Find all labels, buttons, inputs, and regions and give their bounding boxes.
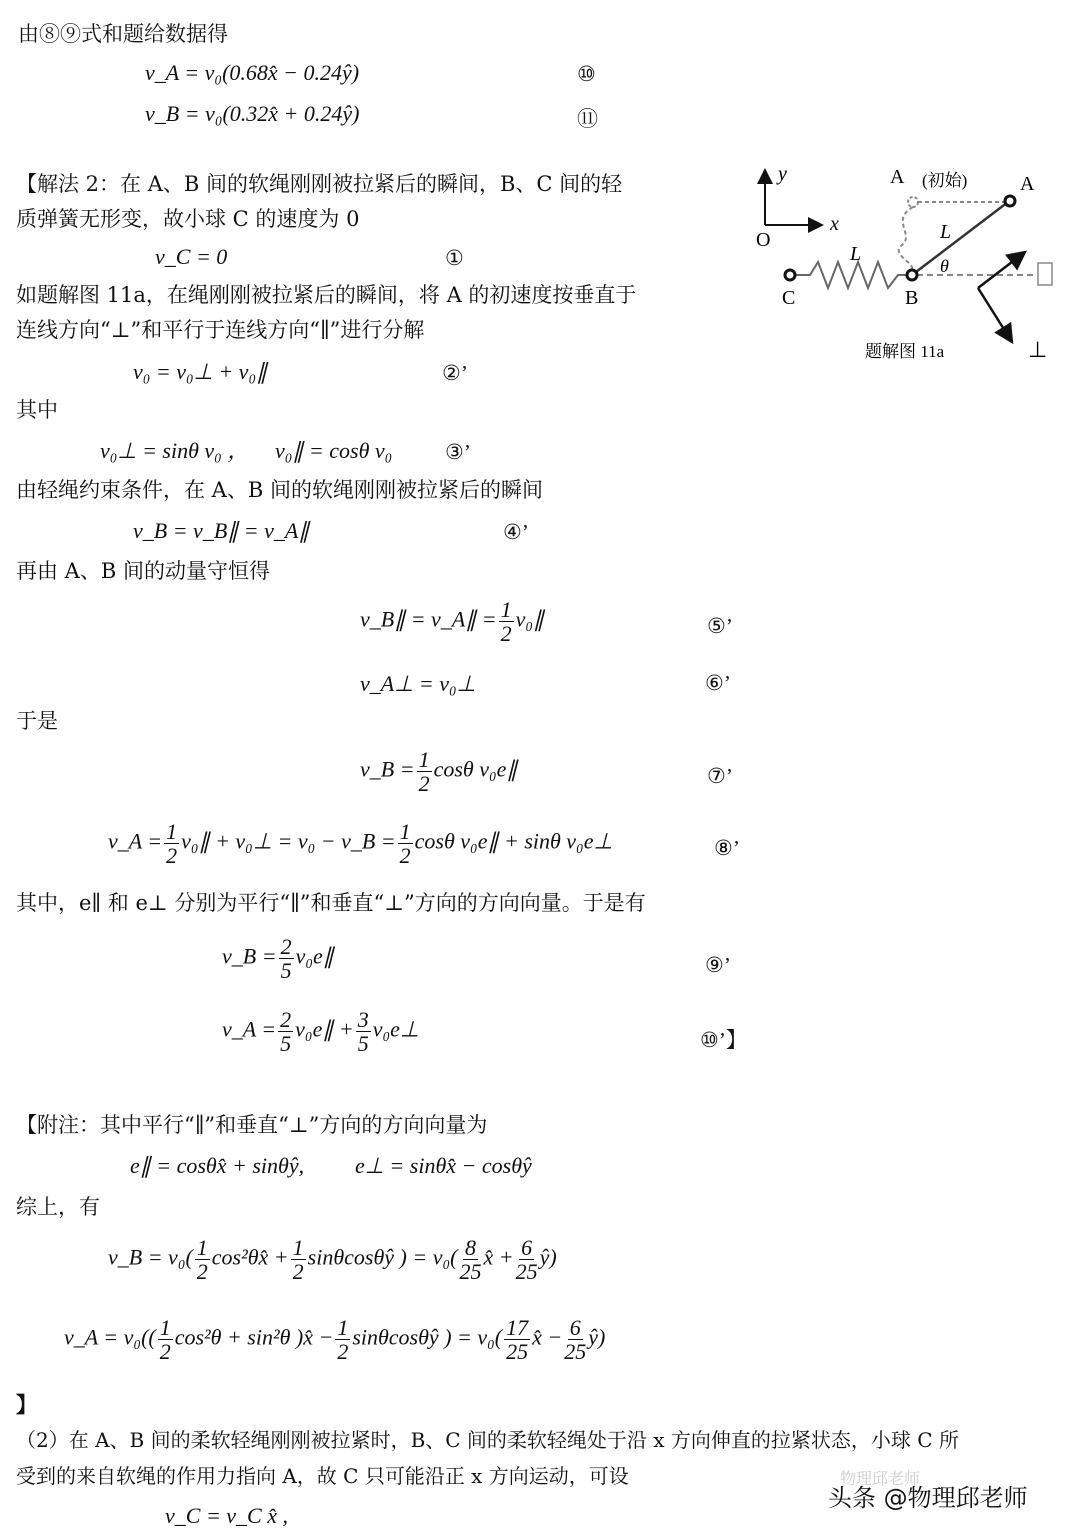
- equation: v_A = v₀(0.68x̂ − 0.24ŷ): [145, 60, 360, 85]
- figure-11a: [740, 150, 1080, 370]
- l-label: L: [940, 221, 952, 243]
- equation: v_A⊥ = v₀⊥: [360, 671, 476, 696]
- equation-number: ②’: [442, 361, 468, 385]
- equation: v_B = v₀( $\frac{1}{2}$ cos²θx̂ + $\frac{1}{2}$ sinθcosθŷ ) = v₀( $\frac{8}{25}$ x̂ + $\frac{6}{25}$ ŷ): [108, 1235, 557, 1285]
- equation-number: ⑨’: [705, 953, 731, 977]
- ball-b: [907, 270, 917, 280]
- c-label: C: [782, 287, 796, 309]
- paragraph: 由轻绳约束条件，在 A、B 间的软绳刚刚被拉紧后的瞬间: [16, 478, 543, 502]
- paragraph: 其中，e∥ 和 e⊥ 分别为平行“∥”和垂直“⊥”方向的方向向量。于是有: [16, 891, 646, 915]
- equation: v_A = $\frac{2}{5}$ v₀e∥ + $\frac{3}{5}$ v₀e⊥: [222, 1007, 420, 1057]
- slack-rope: [899, 207, 913, 270]
- equation: e∥ = cosθx̂ + sinθŷ,: [130, 1153, 305, 1178]
- a-label: A: [1020, 173, 1035, 195]
- equation: v_A = $\frac{1}{2}$ v₀∥ + v₀⊥ = v₀ − v_B = $\frac{1}{2}$ cosθ v₀e∥ + sinθ v₀e⊥: [108, 819, 613, 869]
- paragraph: 受到的来自软绳的作用力指向 A，故 C 只可能沿正 x 方向运动，可设: [16, 1464, 629, 1488]
- a-initial-label: A: [890, 166, 905, 188]
- paragraph: 于是: [16, 709, 58, 733]
- spring-l-label: L: [850, 243, 862, 265]
- b-label: B: [905, 287, 919, 309]
- ball-a-initial: [908, 197, 918, 207]
- figure-caption: 题解图 11a: [865, 342, 945, 361]
- equation: v_B = v_B∥ = v_A∥: [133, 518, 310, 543]
- equation: v₀ = v₀⊥ + v₀∥: [133, 359, 268, 384]
- fraction: $\frac{1}{2}$: [500, 597, 512, 647]
- axes: [765, 170, 822, 225]
- equation: v_B = $\frac{1}{2}$ cosθ v₀e∥: [360, 747, 518, 797]
- equation-number: ⑩’】: [700, 1028, 747, 1052]
- equation: v_C = v_C x̂ ,: [165, 1503, 288, 1528]
- equation-number: ③’: [445, 440, 471, 464]
- equation-number: ⑩: [577, 62, 596, 86]
- equation-number: ⑪: [577, 107, 598, 131]
- parallel-arrow: [978, 252, 1025, 288]
- perp-label: ⊥: [1028, 337, 1048, 362]
- equation: e⊥ = sinθx̂ − cosθŷ: [355, 1153, 532, 1178]
- paragraph: 再由 A、B 间的动量守恒得: [16, 559, 270, 583]
- spring: [795, 262, 907, 288]
- equation-number: ④’: [503, 520, 529, 544]
- parallel-symbol: [1038, 263, 1052, 285]
- fraction: $\frac{1}{2}$: [418, 747, 430, 797]
- y-label: y: [778, 163, 787, 185]
- paragraph: 综上，有: [16, 1195, 100, 1219]
- ball-a: [1005, 196, 1015, 206]
- equation: v_B = v₀(0.32x̂ + 0.24ŷ): [145, 101, 360, 126]
- watermark-faint: 物理邱老师: [840, 1469, 921, 1488]
- equation-number: ⑥’: [705, 671, 731, 695]
- initial-label: (初始): [922, 171, 968, 190]
- equation-number: ①: [445, 246, 464, 270]
- theta-label: θ: [940, 256, 949, 276]
- x-label: x: [830, 213, 839, 235]
- rope-ab: [912, 202, 1008, 275]
- equation: v₀∥ = cosθ v₀: [275, 438, 393, 463]
- watermark: 头条 @物理邱老师: [828, 1484, 1028, 1512]
- paragraph: （2）在 A、B 间的柔软轻绳刚刚被拉紧时，B、C 间的柔软轻绳处于沿 x 方向伸直的拉紧状态，小球 C 所: [16, 1428, 959, 1452]
- paragraph: 如题解图 11a，在绳刚刚被拉紧后的瞬间，将 A 的初速度按垂直于: [16, 283, 637, 307]
- equation: v_A = v₀(( $\frac{1}{2}$ cos²θ + sin²θ )x̂ − $\frac{1}{2}$ sinθcosθŷ ) = v₀( $\frac{17}{25}$ x̂ − $\frac{6}{25}$ ŷ): [64, 1315, 606, 1365]
- paragraph: 【附注：其中平行“∥”和垂直“⊥”方向的方向向量为: [16, 1113, 488, 1137]
- equation-number: ⑧’: [714, 836, 740, 860]
- paragraph: 【解法 2：在 A、B 间的软绳刚刚被拉紧后的瞬间，B、C 间的轻: [16, 172, 623, 196]
- paragraph: 其中: [16, 398, 58, 422]
- equation: v_B∥ = v_A∥ = $\frac{1}{2}$ v₀∥: [360, 597, 545, 647]
- origin-label: O: [756, 229, 771, 251]
- ball-c: [785, 270, 795, 280]
- perpendicular-arrow: [978, 288, 1012, 342]
- equation: v₀⊥ = sinθ v₀ ，: [100, 438, 250, 463]
- equation: v_B = $\frac{2}{5}$ v₀e∥: [222, 934, 334, 984]
- intro-text: 由⑧⑨式和题给数据得: [18, 22, 228, 46]
- equation-number: ⑤’: [707, 614, 733, 638]
- equation-number: ⑦’: [707, 764, 733, 788]
- closing-bracket: 】: [16, 1392, 37, 1417]
- paragraph: 质弹簧无形变，故小球 C 的速度为 0: [16, 207, 360, 231]
- equation: v_C = 0: [155, 244, 228, 269]
- paragraph: 连线方向“⊥”和平行于连线方向“∥”进行分解: [16, 318, 425, 342]
